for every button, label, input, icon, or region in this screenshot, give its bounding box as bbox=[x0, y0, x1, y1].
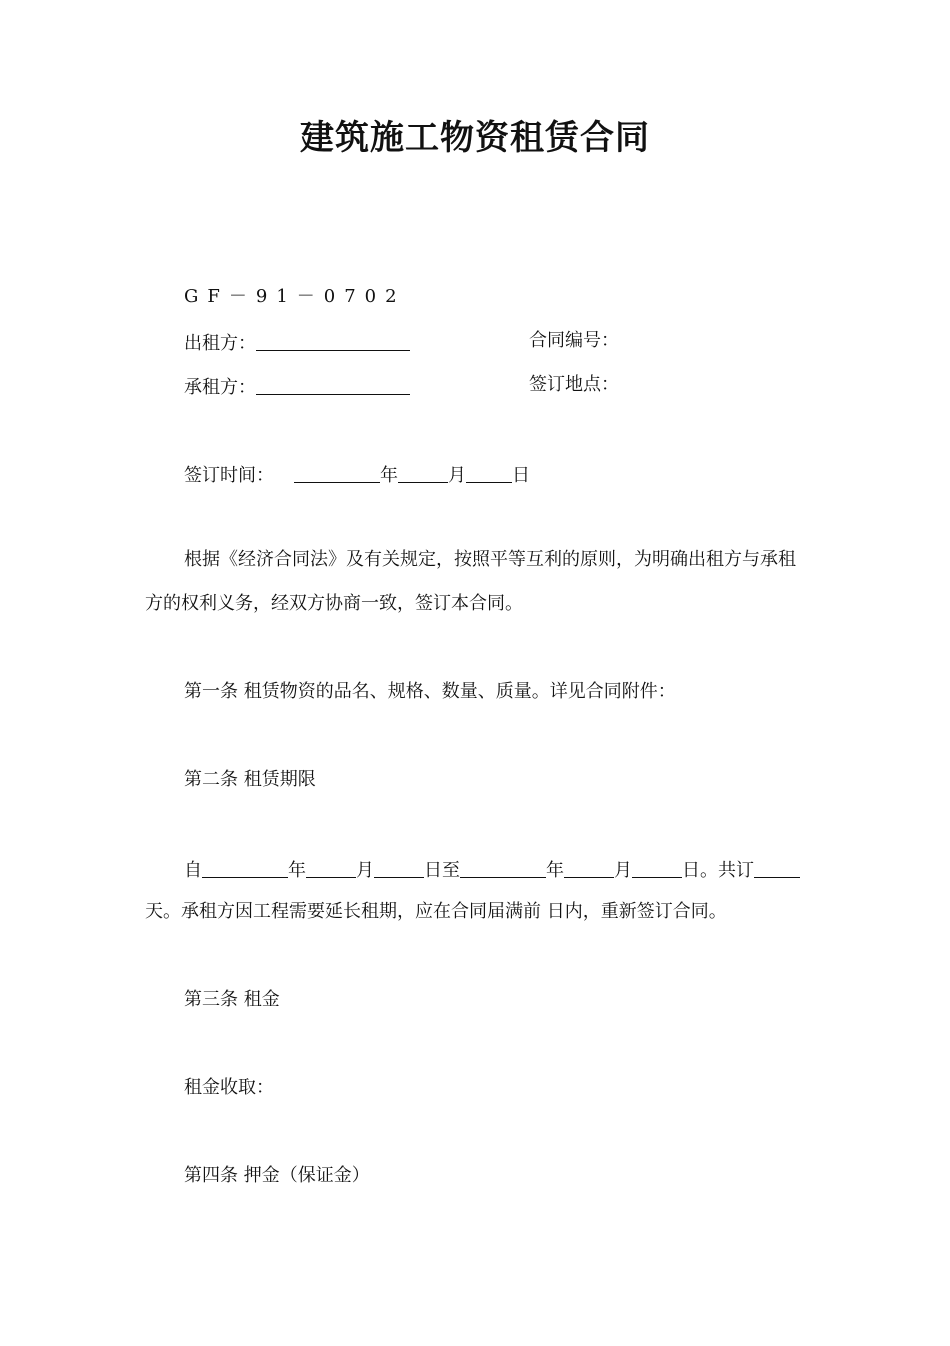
lessee-blank bbox=[256, 374, 410, 395]
sign-month-blank bbox=[398, 462, 448, 483]
lessor-label: 出租方： bbox=[184, 333, 256, 354]
period-day-total: 日。共订 bbox=[682, 860, 754, 881]
sign-day-unit: 日 bbox=[512, 465, 530, 486]
period-from-month-blank bbox=[306, 857, 356, 878]
period-to-month-blank bbox=[564, 857, 614, 878]
period-from: 自 bbox=[184, 860, 202, 881]
sign-year-blank bbox=[294, 462, 380, 483]
lessor-blank bbox=[256, 330, 410, 351]
period-line-2: 天。承租方因工程需要延长租期，应在合同届满前 日内，重新签订合同。 bbox=[145, 901, 727, 922]
period-to-day-blank bbox=[632, 857, 682, 878]
contract-code: GF－91－0702 bbox=[184, 286, 406, 307]
period-from-day-blank bbox=[374, 857, 424, 878]
document-title: 建筑施工物资租赁合同 bbox=[300, 118, 650, 158]
sign-year-unit: 年 bbox=[380, 465, 398, 486]
period-from-month-unit: 月 bbox=[356, 860, 374, 881]
sign-day-blank bbox=[466, 462, 512, 483]
period-from-year-blank bbox=[202, 857, 288, 878]
sign-place-label: 签订地点： bbox=[529, 374, 619, 395]
contract-no-label: 合同编号： bbox=[529, 330, 619, 351]
intro-line-2: 方的权利义务，经双方协商一致，签订本合同。 bbox=[145, 593, 523, 614]
period-to-year-blank bbox=[460, 857, 546, 878]
rent-collection: 租金收取： bbox=[184, 1077, 274, 1098]
period-to: 日至 bbox=[424, 860, 460, 881]
article-1: 第一条 租赁物资的品名、规格、数量、质量。详见合同附件： bbox=[184, 681, 676, 702]
period-row bbox=[184, 855, 800, 884]
article-3: 第三条 租金 bbox=[184, 989, 280, 1010]
period-total-days-blank bbox=[754, 857, 800, 878]
period-to-year-unit: 年 bbox=[546, 860, 564, 881]
period-to-month-unit: 月 bbox=[614, 860, 632, 881]
period-from-year-unit: 年 bbox=[288, 860, 306, 881]
lessee-row bbox=[184, 372, 410, 401]
lessor-row bbox=[184, 328, 410, 357]
intro-line-1: 根据《经济合同法》及有关规定，按照平等互利的原则，为明确出租方与承租 bbox=[184, 549, 796, 570]
article-4: 第四条 押金（保证金） bbox=[184, 1165, 370, 1186]
lessee-label: 承租方： bbox=[184, 377, 256, 398]
sign-time-row bbox=[184, 460, 530, 489]
sign-time-label: 签订时间： bbox=[184, 465, 274, 486]
sign-month-unit: 月 bbox=[448, 465, 466, 486]
article-2: 第二条 租赁期限 bbox=[184, 769, 316, 790]
